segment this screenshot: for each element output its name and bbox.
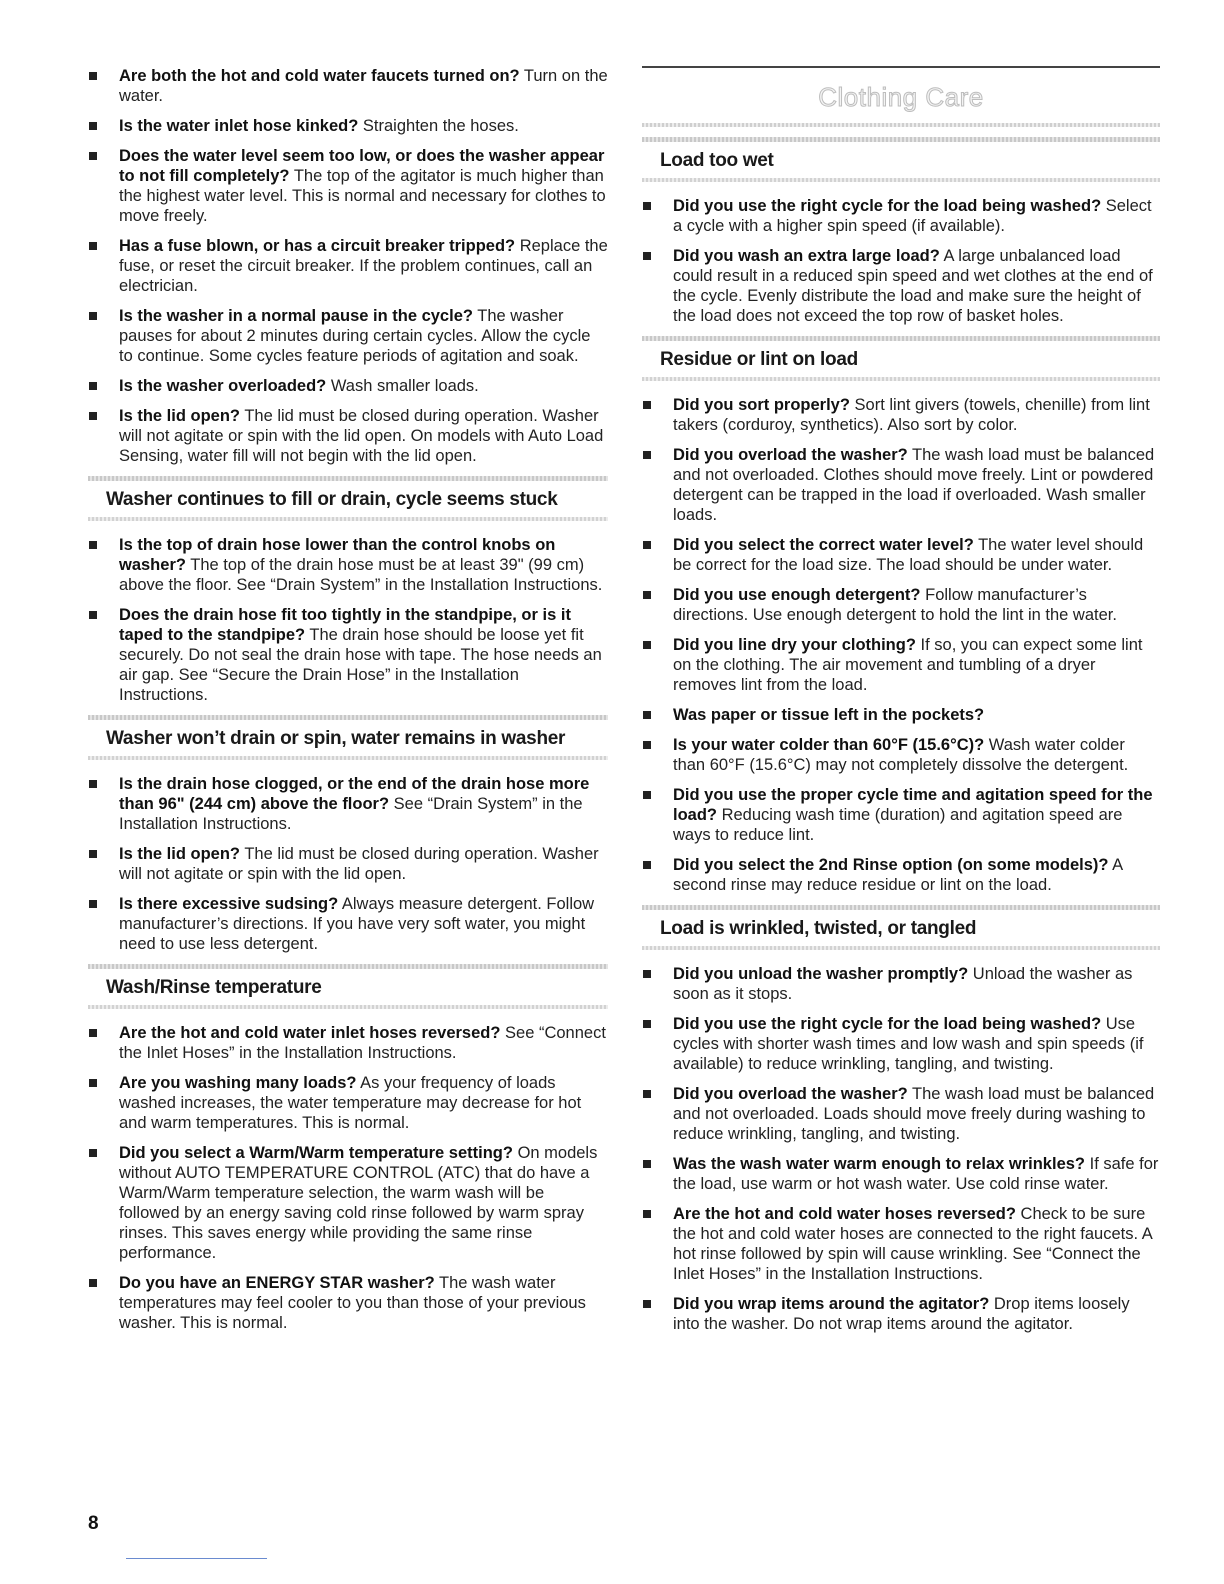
section-header <box>88 964 608 1009</box>
list-item <box>88 116 608 136</box>
page-number: 8 <box>88 1513 99 1534</box>
list-item <box>642 246 1160 326</box>
left-sections <box>88 476 608 1333</box>
square-bullet-icon <box>643 711 651 719</box>
square-bullet-icon <box>643 401 651 409</box>
question-text: Did you use the right cycle for the load being washed? <box>673 197 1102 215</box>
answer-text: The top of the drain hose must be at least 39" (99 cm) above the floor. See “Drain System” in the Installation Instructions. <box>119 556 603 594</box>
square-bullet-icon <box>89 541 97 549</box>
answer-text: Wash smaller loads. <box>330 377 479 395</box>
question-text: Has a fuse blown, or has a circuit breaker tripped? <box>119 237 516 255</box>
list-item <box>88 844 608 884</box>
square-bullet-icon <box>89 412 97 420</box>
banner-bottom-rule <box>642 123 1160 127</box>
list-item <box>642 785 1160 845</box>
square-bullet-icon <box>89 122 97 130</box>
square-bullet-icon <box>643 451 651 459</box>
square-bullet-icon <box>89 780 97 788</box>
square-bullet-icon <box>643 591 651 599</box>
question-text: Did you select the 2nd Rinse option (on some models)? <box>673 856 1109 874</box>
square-bullet-icon <box>89 152 97 160</box>
square-bullet-icon <box>643 541 651 549</box>
list-item <box>642 964 1160 1004</box>
section-bottom-rule <box>642 946 1160 950</box>
question-text: Was the wash water warm enough to relax wrinkles? <box>673 1155 1086 1173</box>
answer-text: See “Connect the Inlet Hoses” in the Installation Instructions. <box>119 1024 606 1062</box>
answer-text: Unload the washer as soon as it stops. <box>673 965 1133 1003</box>
left-column <box>88 66 608 1343</box>
answer-text: Always measure detergent. Follow manufacturer’s directions. If you have very soft water, you might need to use less detergent. <box>119 895 595 953</box>
square-bullet-icon <box>643 1210 651 1218</box>
question-text: Is the water inlet hose kinked? <box>119 117 359 135</box>
square-bullet-icon <box>643 1020 651 1028</box>
list-item <box>642 855 1160 895</box>
answer-text: The top of the agitator is much higher than the highest water level. This is normal and necessary for clothes to move freely. <box>119 167 606 225</box>
answer-text: Straighten the hoses. <box>362 117 519 135</box>
question-text: Is the washer in a normal pause in the cycle? <box>119 307 473 325</box>
section-bottom-rule <box>88 1005 608 1009</box>
answer-text: As your frequency of loads washed increases, the water temperature may decrease for hot and warm temperatures. This is normal. <box>119 1074 582 1132</box>
square-bullet-icon <box>643 1090 651 1098</box>
question-text: Did you unload the washer promptly? <box>673 965 969 983</box>
question-text: Are the hot and cold water inlet hoses reversed? <box>119 1024 501 1042</box>
answer-text: If so, you can expect some lint on the clothing. The air movement and tumbling of a dryer removes lint from the load. <box>673 636 1143 694</box>
square-bullet-icon <box>643 741 651 749</box>
square-bullet-icon <box>89 1149 97 1157</box>
section-header <box>88 715 608 760</box>
troubleshooting-section <box>642 336 1160 895</box>
section-header <box>88 476 608 521</box>
answer-text: See “Drain System” in the Installation Instructions. <box>119 795 583 833</box>
question-text: Do you have an ENERGY STAR washer? <box>119 1274 435 1292</box>
question-text: Did you use the proper cycle time and agitation speed for the load? <box>673 786 1153 824</box>
section-title: Residue or lint on load <box>660 349 858 370</box>
question-text: Is the lid open? <box>119 407 241 425</box>
question-text: Is the washer overloaded? <box>119 377 327 395</box>
troubleshooting-section <box>88 964 608 1333</box>
question-text: Are you washing many loads? <box>119 1074 357 1092</box>
answer-text: The drain hose should be loose yet fit securely. Do not seal the drain hose with tape. The hose needs an air gap. See “Secure the Drain Hose” in the Installation Instructions. <box>119 626 602 704</box>
question-text: Are both the hot and cold water faucets turned on? <box>119 67 520 85</box>
answer-text: Wash water colder than 60°F (15.6°C) may not completely dissolve the detergent. <box>673 736 1129 774</box>
square-bullet-icon <box>643 861 651 869</box>
footer-rule <box>126 1558 267 1559</box>
question-text: Is the lid open? <box>119 845 241 863</box>
section-title: Washer continues to fill or drain, cycle seems stuck <box>106 489 558 510</box>
question-text: Did you line dry your clothing? <box>673 636 916 654</box>
section-header <box>642 336 1160 381</box>
answer-text: The wash load must be balanced and not overloaded. Clothes should move freely. Lint or powdered detergent can be trapped in the load if overloaded. Wash smaller loads. <box>673 446 1155 524</box>
square-bullet-icon <box>643 641 651 649</box>
list-item <box>88 1273 608 1333</box>
square-bullet-icon <box>89 1079 97 1087</box>
list-item <box>88 376 608 396</box>
answer-text: A large unbalanced load could result in a reduced spin speed and wet clothes at the end of the cycle. Evenly distribute the load and make sure the height of the load does not exceed the top row of basket holes. <box>673 247 1153 325</box>
answer-text: The wash load must be balanced and not overloaded. Loads should move freely during washing to reduce wrinkling, tangling, and twisting. <box>673 1085 1155 1143</box>
list-item <box>642 1204 1160 1284</box>
list-item <box>88 1023 608 1063</box>
list-item <box>88 1143 608 1263</box>
intro-list <box>88 66 608 466</box>
square-bullet-icon <box>643 252 651 260</box>
question-text: Did you overload the washer? <box>673 1085 908 1103</box>
section-bottom-rule <box>642 377 1160 381</box>
answer-text: Turn on the water. <box>119 67 608 105</box>
square-bullet-icon <box>89 850 97 858</box>
section-bottom-rule <box>88 517 608 521</box>
troubleshooting-section <box>642 905 1160 1334</box>
answer-text: On models without AUTO TEMPERATURE CONTROL (ATC) that do have a Warm/Warm temperature selection, the warm wash will be followed by an energy saving cold rinse followed by warm spray rinses. This saves energy while providing the same rinse performance. <box>119 1144 598 1262</box>
list-item <box>642 395 1160 435</box>
section-title: Load is wrinkled, twisted, or tangled <box>660 918 977 939</box>
question-text: Is there excessive sudsing? <box>119 895 339 913</box>
answer-text: If safe for the load, use warm or hot wash water. Use cold rinse water. <box>673 1155 1159 1193</box>
list-item <box>642 635 1160 695</box>
list-item <box>88 66 608 106</box>
list-item <box>88 605 608 705</box>
question-text: Did you select the correct water level? <box>673 536 974 554</box>
answer-text: Use cycles with shorter wash times and low wash and spin speeds (if available) to reduce wrinkling, tangling, and twisting. <box>673 1015 1144 1073</box>
answer-text: The washer pauses for about 2 minutes during certain cycles. Allow the cycle to continue. Some cycles feature periods of agitation and soak. <box>119 307 591 365</box>
list-item <box>642 1294 1160 1334</box>
troubleshooting-section <box>88 476 608 705</box>
square-bullet-icon <box>643 202 651 210</box>
square-bullet-icon <box>89 900 97 908</box>
section-bottom-rule <box>88 756 608 760</box>
square-bullet-icon <box>89 1279 97 1287</box>
answer-text: The water level should be correct for the load size. The load should be under water. <box>673 536 1144 574</box>
answer-text: Sort lint givers (towels, chenille) from lint takers (corduroy, synthetics). Also sort by color. <box>673 396 1150 434</box>
question-text: Did you select a Warm/Warm temperature setting? <box>119 1144 513 1162</box>
section-title: Washer won’t drain or spin, water remains in washer <box>106 728 566 749</box>
list-item <box>88 894 608 954</box>
clothing-care-banner <box>642 66 1160 127</box>
answer-text: The wash water temperatures may feel cooler to you than those of your previous washer. This is normal. <box>119 1274 586 1332</box>
list-item <box>642 735 1160 775</box>
list-item <box>88 774 608 834</box>
question-text: Does the water level seem too low, or does the washer appear to not fill completely? <box>119 147 605 185</box>
square-bullet-icon <box>89 242 97 250</box>
question-text: Did you wrap items around the agitator? <box>673 1295 990 1313</box>
square-bullet-icon <box>643 1300 651 1308</box>
list-item <box>642 535 1160 575</box>
square-bullet-icon <box>643 1160 651 1168</box>
question-list <box>88 535 608 705</box>
answer-text: The lid must be closed during operation. Washer will not agitate or spin with the lid open. <box>119 845 599 883</box>
list-item <box>88 406 608 466</box>
banner-title: Clothing Care <box>818 82 984 112</box>
list-item <box>88 306 608 366</box>
section-title: Load too wet <box>660 150 774 171</box>
list-item <box>642 445 1160 525</box>
question-list <box>642 964 1160 1334</box>
list-item <box>642 1084 1160 1144</box>
answer-text: Select a cycle with a higher spin speed (if available). <box>673 197 1152 235</box>
answer-text: The lid must be closed during operation. Washer will not agitate or spin with the lid open. On models with Auto Load Sensing, water fill will not begin with the lid open. <box>119 407 604 465</box>
answer-text: Follow manufacturer’s directions. Use enough detergent to hold the lint in the water. <box>673 586 1117 624</box>
answer-text: Reducing wash time (duration) and agitation speed are ways to reduce lint. <box>673 806 1123 844</box>
square-bullet-icon <box>643 970 651 978</box>
list-item <box>642 1014 1160 1074</box>
question-text: Did you use enough detergent? <box>673 586 921 604</box>
list-item <box>88 1073 608 1133</box>
question-list <box>88 774 608 954</box>
question-text: Did you wash an extra large load? <box>673 247 940 265</box>
question-text: Is the top of drain hose lower than the control knobs on washer? <box>119 536 556 574</box>
question-list <box>88 1023 608 1333</box>
square-bullet-icon <box>643 791 651 799</box>
list-item <box>642 1154 1160 1194</box>
right-column <box>642 66 1160 1344</box>
question-list <box>642 196 1160 326</box>
list-item <box>88 535 608 595</box>
troubleshooting-section <box>642 137 1160 326</box>
question-text: Did you sort properly? <box>673 396 850 414</box>
square-bullet-icon <box>89 611 97 619</box>
question-text: Are the hot and cold water hoses reversed? <box>673 1205 1016 1223</box>
section-header <box>642 137 1160 182</box>
list-item <box>642 585 1160 625</box>
section-bottom-rule <box>642 178 1160 182</box>
answer-text: Drop items loosely into the washer. Do not wrap items around the agitator. <box>673 1295 1130 1333</box>
answer-text: A second rinse may reduce residue or lint on the load. <box>673 856 1123 894</box>
question-text: Is your water colder than 60°F (15.6°C)? <box>673 736 985 754</box>
question-text: Is the drain hose clogged, or the end of the drain hose more than 96" (244 cm) above the floor? <box>119 775 590 813</box>
question-list <box>642 395 1160 895</box>
answer-text: Check to be sure the hot and cold water hoses are connected to the right faucets. A hot rinse followed by spin will cause wrinkling. See “Connect the Inlet Hoses” in the Installation Instructions. <box>673 1205 1152 1283</box>
square-bullet-icon <box>89 72 97 80</box>
section-title: Wash/Rinse temperature <box>106 977 322 998</box>
list-item <box>642 705 1160 725</box>
troubleshooting-section <box>88 715 608 954</box>
square-bullet-icon <box>89 312 97 320</box>
answer-text: Replace the fuse, or reset the circuit breaker. If the problem continues, call an electrician. <box>119 237 608 295</box>
section-header <box>642 905 1160 950</box>
square-bullet-icon <box>89 1029 97 1037</box>
right-sections <box>642 137 1160 1334</box>
list-item <box>88 236 608 296</box>
question-text: Does the drain hose fit too tightly in the standpipe, or is it taped to the standpipe? <box>119 606 571 644</box>
square-bullet-icon <box>89 382 97 390</box>
list-item <box>642 196 1160 236</box>
list-item <box>88 146 608 226</box>
question-text: Did you use the right cycle for the load being washed? <box>673 1015 1102 1033</box>
question-text: Did you overload the washer? <box>673 446 908 464</box>
question-text: Was paper or tissue left in the pockets? <box>673 706 985 724</box>
